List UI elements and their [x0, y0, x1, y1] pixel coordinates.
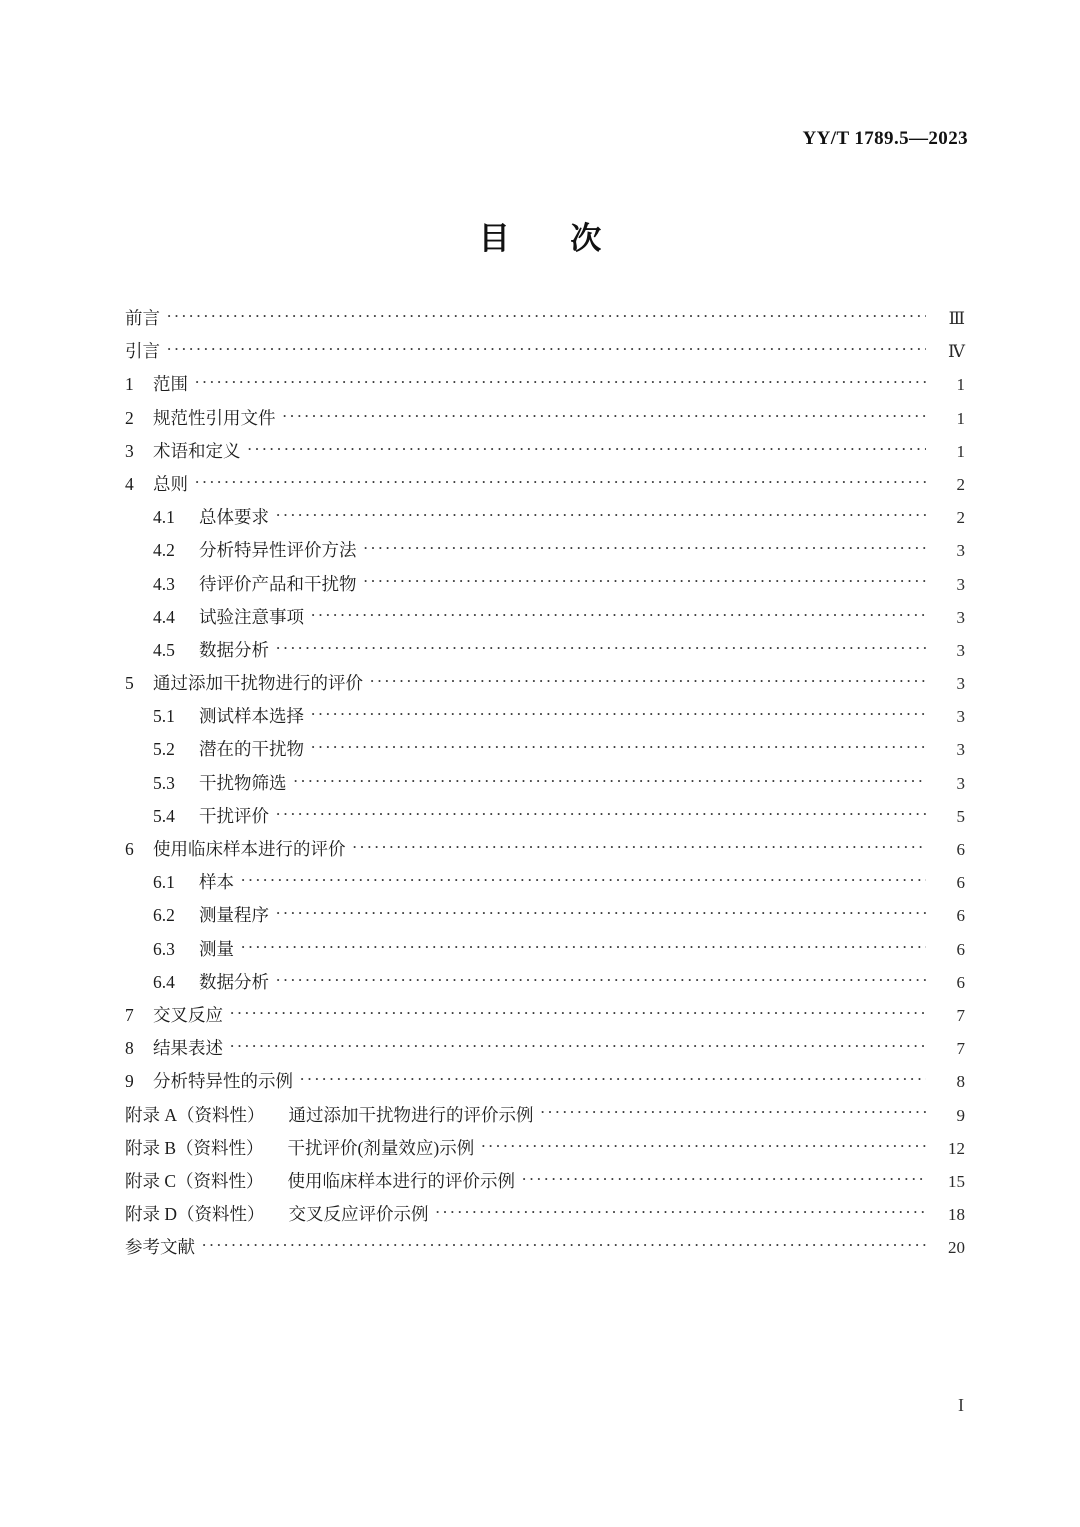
toc-entry-page-number: 1	[956, 441, 965, 461]
toc-leader-dots	[364, 539, 927, 557]
toc-entry-label	[153, 703, 304, 728]
toc-entry[interactable]	[125, 1035, 965, 1068]
toc-leader-dots	[276, 970, 926, 988]
toc-entry[interactable]	[125, 803, 965, 836]
toc-leader-dots	[167, 307, 926, 325]
toc-entry[interactable]	[125, 305, 965, 338]
toc-leader-dots	[230, 1037, 926, 1055]
toc-entry-number: 2	[125, 407, 134, 428]
toc-entry-label	[153, 604, 304, 629]
toc-entry-label	[125, 305, 160, 330]
toc-entry-page-number: 3	[956, 607, 965, 627]
toc-entry-number: 4.2	[153, 540, 175, 561]
toc-leader-dots	[276, 638, 926, 656]
page-folio: I	[958, 1395, 964, 1415]
toc-entry-number: 5.1	[153, 706, 175, 727]
toc-entry-title: 数据分析	[199, 971, 269, 992]
toc-entry-title: 分析特异性评价方法	[199, 540, 357, 561]
toc-entry-title: 交叉反应评价示例	[288, 1204, 429, 1225]
toc-leader-dots	[294, 771, 927, 789]
toc-entry-label	[153, 902, 269, 927]
toc-entry[interactable]	[125, 604, 965, 637]
toc-leader-dots	[311, 738, 926, 756]
toc-entry-title: 前言	[125, 308, 160, 328]
toc-entry-title: 干扰评价(剂量效应)示例	[287, 1137, 475, 1158]
toc-entry-page-number: 1	[956, 375, 965, 395]
toc-leader-dots	[436, 1203, 926, 1221]
toc-entry-label	[153, 736, 304, 761]
toc-entry-number: 附录 B（资料性）	[125, 1137, 264, 1158]
toc-entry-label	[153, 869, 234, 894]
toc-entry-page-number: 3	[956, 574, 965, 594]
toc-entry-number: 5.2	[153, 739, 175, 760]
toc-entry-page-number: 3	[956, 707, 965, 727]
toc-entry-number: 5.4	[153, 805, 175, 826]
toc-entry-title: 干扰物筛选	[199, 772, 287, 793]
toc-entry[interactable]	[125, 371, 965, 404]
toc-entry-title: 待评价产品和干扰物	[199, 573, 357, 594]
toc-entry-title: 测量程序	[199, 905, 269, 926]
toc-entry-label	[125, 1234, 195, 1259]
toc-entry-title: 引言	[125, 341, 160, 362]
toc-leader-dots	[195, 472, 926, 490]
toc-entry-label	[125, 1168, 515, 1193]
toc-entry-page-number: 6	[956, 840, 965, 859]
toc-entry-page-number: 3	[956, 674, 965, 694]
toc-entry-page-number: 3	[956, 541, 965, 561]
toc-entry-title: 干扰评价	[199, 805, 269, 826]
toc-entry-page-number: 3	[956, 773, 965, 793]
toc-entry[interactable]	[125, 1135, 965, 1168]
toc-entry[interactable]	[125, 969, 965, 1002]
toc-entry[interactable]	[125, 1068, 965, 1101]
toc-entry-label	[153, 969, 269, 994]
toc-entry-number: 3	[125, 440, 134, 461]
toc-entry[interactable]	[125, 1201, 965, 1234]
toc-entry-title: 结果表述	[153, 1038, 223, 1059]
standard-number-header: YY/T 1789.5—2023	[802, 128, 968, 149]
toc-entry-label	[153, 770, 287, 795]
toc-entry-page-number: 6	[956, 906, 965, 926]
toc-leader-dots	[353, 838, 927, 856]
toc-leader-dots	[276, 506, 926, 524]
page-title: 目 次	[478, 221, 628, 256]
toc-entry-label	[125, 405, 276, 430]
toc-entry[interactable]	[125, 338, 965, 371]
toc-entry[interactable]	[125, 869, 965, 902]
toc-leader-dots	[241, 937, 926, 955]
toc-entry-number: 4.3	[153, 573, 175, 594]
toc-entry-number: 4	[125, 473, 134, 494]
toc-entry[interactable]	[125, 1102, 965, 1135]
toc-entry[interactable]	[125, 1168, 965, 1201]
toc-entry-label	[153, 936, 234, 961]
toc-entry-label	[153, 637, 269, 662]
toc-entry[interactable]	[125, 670, 965, 703]
toc-entry-number: 1	[125, 374, 134, 395]
toc-entry-label	[125, 471, 188, 496]
toc-entry[interactable]	[125, 1002, 965, 1035]
toc-entry-page-number: 12	[948, 1138, 965, 1158]
toc-entry[interactable]	[125, 936, 965, 969]
toc-entry-page-number: 6	[956, 972, 965, 992]
toc-leader-dots	[276, 904, 926, 922]
toc-entry-title: 使用临床样本进行的评价示例	[287, 1170, 516, 1191]
toc-entry-label	[125, 1201, 429, 1226]
toc-entry-number: 附录 A（资料性）	[125, 1104, 265, 1125]
toc-entry[interactable]	[125, 438, 965, 471]
toc-entry-page-number: 2	[956, 508, 965, 528]
toc-entry-title: 分析特异性的示例	[153, 1071, 293, 1092]
toc-entry-label	[125, 371, 188, 396]
toc-entry-page-number: 9	[956, 1105, 965, 1125]
toc-entry-title: 数据分析	[199, 639, 269, 660]
toc-entry-page-number: 6	[956, 939, 965, 959]
toc-entry[interactable]	[125, 405, 965, 438]
toc-entry-number: 6.3	[153, 938, 175, 959]
toc-leader-dots	[202, 1236, 926, 1254]
toc-entry[interactable]	[125, 703, 965, 736]
toc-entry-title: 样本	[199, 872, 234, 893]
toc-entry-title: 交叉反应	[153, 1004, 223, 1025]
table-of-contents	[125, 305, 965, 1267]
toc-entry[interactable]	[125, 471, 965, 504]
toc-entry-title: 测试样本选择	[199, 706, 304, 727]
toc-entry-number: 4.4	[153, 606, 175, 627]
toc-entry-title: 通过添加干扰物进行的评价示例	[288, 1104, 534, 1125]
toc-entry-label	[125, 1035, 223, 1060]
toc-entry-title: 总体要求	[199, 507, 269, 528]
toc-entry-number: 7	[125, 1004, 134, 1025]
toc-entry-title: 总则	[153, 473, 188, 494]
toc-entry-title: 使用临床样本进行的评价	[153, 839, 346, 859]
toc-entry[interactable]	[125, 1234, 965, 1267]
toc-entry-title: 规范性引用文件	[153, 407, 276, 428]
toc-entry-title: 范围	[153, 374, 188, 395]
toc-leader-dots	[311, 605, 926, 623]
toc-entry-label	[153, 571, 357, 596]
toc-leader-dots	[311, 705, 926, 723]
toc-entry-title: 参考文献	[125, 1237, 195, 1258]
toc-entry-label	[125, 1068, 293, 1093]
toc-entry-label	[153, 537, 357, 562]
toc-entry-page-number: 15	[948, 1171, 965, 1191]
toc-leader-dots	[248, 439, 927, 457]
toc-leader-dots	[481, 1136, 926, 1154]
toc-entry-page-number: 3	[956, 740, 965, 760]
toc-entry-number: 6.1	[153, 872, 175, 893]
toc-leader-dots	[300, 1070, 926, 1088]
toc-entry-page-number: 18	[948, 1205, 965, 1225]
toc-entry-number: 4.1	[153, 507, 175, 528]
toc-entry-page-number: Ⅳ	[948, 342, 965, 362]
toc-leader-dots	[241, 871, 926, 889]
toc-entry-label	[125, 1135, 474, 1160]
toc-leader-dots	[167, 340, 926, 358]
toc-entry-label	[153, 504, 269, 529]
toc-entry[interactable]	[125, 902, 965, 935]
toc-entry-page-number: 1	[956, 408, 965, 428]
toc-entry-page-number: 7	[956, 1039, 965, 1059]
toc-entry-page-number: Ⅲ	[948, 309, 965, 328]
toc-entry-label	[125, 670, 363, 695]
toc-leader-dots	[370, 672, 926, 690]
toc-entry-number: 8	[125, 1038, 134, 1059]
toc-entry-number: 6	[125, 839, 134, 859]
toc-entry[interactable]	[125, 504, 965, 537]
toc-entry[interactable]	[125, 537, 965, 570]
toc-leader-dots	[230, 1003, 926, 1021]
toc-entry-page-number: 3	[956, 640, 965, 660]
toc-entry-label	[153, 803, 269, 828]
toc-entry-title: 术语和定义	[153, 440, 241, 461]
toc-entry-number: 5	[125, 673, 134, 694]
toc-leader-dots	[541, 1103, 926, 1121]
toc-entry[interactable]	[125, 637, 965, 670]
toc-entry[interactable]	[125, 736, 965, 769]
toc-entry-title: 潜在的干扰物	[199, 739, 304, 760]
toc-leader-dots	[522, 1169, 926, 1187]
toc-entry[interactable]	[125, 770, 965, 803]
toc-entry-number: 附录 C（资料性）	[125, 1170, 264, 1191]
toc-entry-title: 通过添加干扰物进行的评价	[153, 673, 363, 694]
toc-entry-page-number: 6	[956, 873, 965, 893]
toc-entry-label	[125, 836, 346, 861]
toc-entry-number: 6.2	[153, 905, 175, 926]
toc-entry-number: 5.3	[153, 772, 175, 793]
toc-entry-page-number: 8	[956, 1072, 965, 1092]
toc-entry-title: 试验注意事项	[199, 606, 304, 627]
toc-entry-number: 附录 D（资料性）	[125, 1204, 265, 1225]
toc-entry-number: 4.5	[153, 639, 175, 660]
toc-entry-label	[125, 1102, 534, 1127]
toc-entry-number: 6.4	[153, 971, 175, 992]
toc-entry[interactable]	[125, 571, 965, 604]
toc-leader-dots	[364, 572, 927, 590]
toc-leader-dots	[276, 804, 926, 822]
toc-entry-label	[125, 1002, 223, 1027]
toc-entry-page-number: 20	[948, 1238, 965, 1258]
toc-entry-label	[125, 438, 241, 463]
toc-entry-page-number: 7	[956, 1005, 965, 1025]
toc-entry[interactable]	[125, 836, 965, 869]
toc-entry-page-number: 2	[956, 474, 965, 494]
toc-entry-page-number: 5	[956, 806, 965, 826]
toc-entry-label	[125, 338, 160, 363]
toc-leader-dots	[283, 406, 927, 424]
toc-entry-number: 9	[125, 1071, 134, 1092]
toc-entry-title: 测量	[199, 938, 234, 959]
toc-leader-dots	[195, 373, 926, 391]
